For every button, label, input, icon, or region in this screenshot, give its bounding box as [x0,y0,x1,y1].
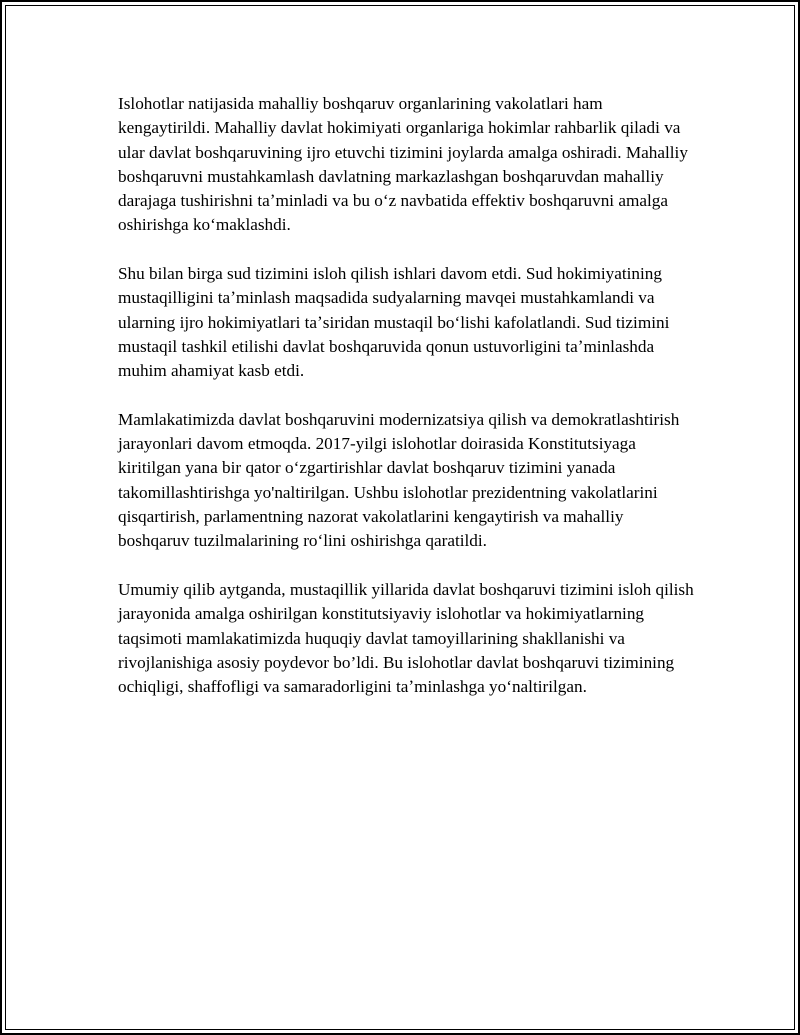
paragraph-2: Shu bilan birga sud tizimini isloh qilish ishlari davom etdi. Sud hokimiyatining mustaqilligini taʼminlash maqsadida sudyalarning mavqei mustahkamlandi va ularning ijro hokimiyatlari taʼsiridan mustaqil boʻlishi kafolatlandi. Sud tizimini mustaqil tashkil etilishi davlat boshqaruvida qonun ustuvorligini taʼminlashda muhim ahamiyat kasb etdi. [118,264,670,381]
document-body [118,92,698,724]
paragraph-4: Umumiy qilib aytganda, mustaqillik yillarida davlat boshqaruvi tizimini isloh qilish jarayonida amalga oshirilgan konstitutsiyaviy islohotlar va hokimiyatlarning taqsimoti mamlakatimizda huquqiy davlat tamoyillarining shakllanishi va rivojlanishiga asosiy poydevor bo’ldi. Bu islohotlar davlat boshqaruvi tizimining ochiqligi, shaffofligi va samaradorligini taʼminlashga yoʻnaltirilgan. [118,579,694,697]
paragraph-3: Mamlakatimizda davlat boshqaruvini modernizatsiya qilish va demokratlashtirish jarayonlari davom etmoqda. 2017-yilgi islohotlar doirasida Konstitutsiyaga kiritilgan yana bir qator oʻzgartirishlar davlat boshqaruv tizimini yanada takomillashtirishga yo'naltirilgan. Ushbu islohotlar prezidentning vakolatlarini qisqartirish, parlamentning nazorat vakolatlarini kengaytirish va mahalliy boshqaruv tuzilmalarining roʻlini oshirishga qaratildi. [118,409,680,551]
paragraph-1: Islohotlar natijasida mahalliy boshqaruv organlarining vakolatlari ham kengaytirildi. Mahalliy davlat hokimiyati organlariga hokimlar rahbarlik qiladi va ular davlat boshqaruvining ijro etuvchi tizimini joylarda amalga oshiradi. Mahalliy boshqaruvni mustahkamlash davlatning markazlashgan boshqaruvdan mahalliy darajaga tushirishni taʼminladi va bu oʻz navbatida effektiv boshqaruvni amalga oshirishga koʻmaklashdi. [118,94,688,235]
